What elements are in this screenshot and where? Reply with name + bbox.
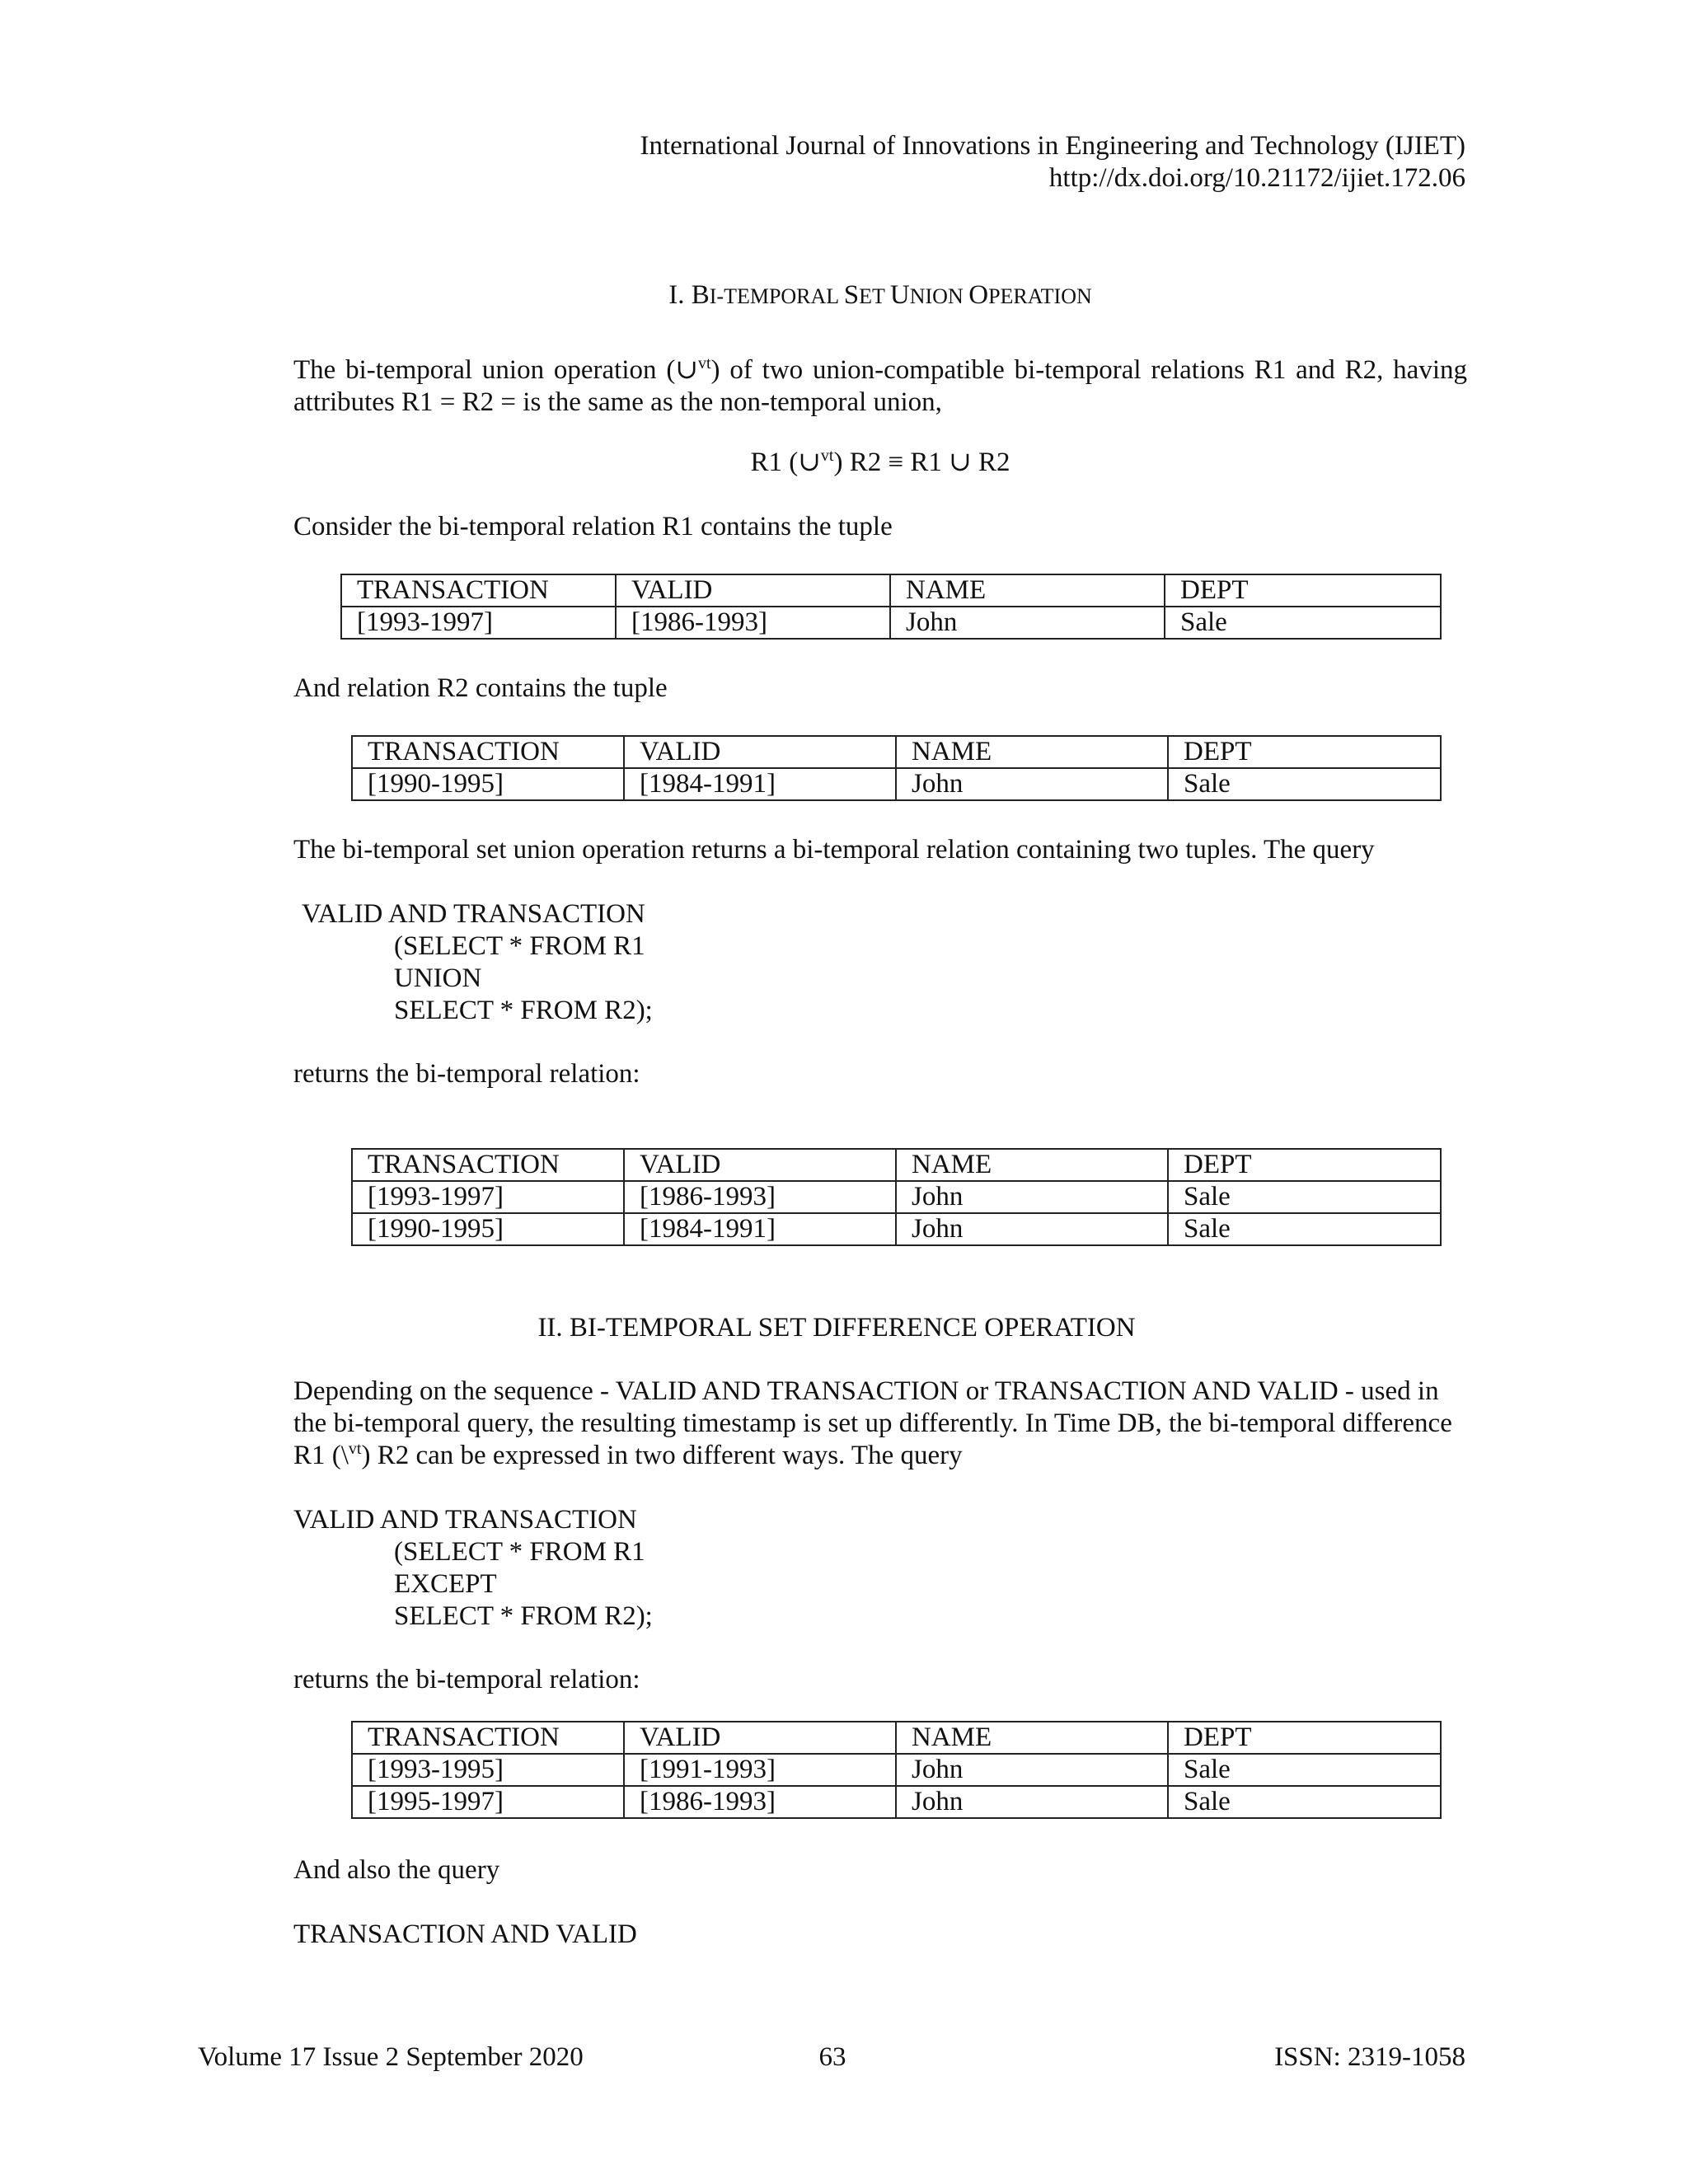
header-transaction: TRANSACTION (352, 1722, 624, 1754)
section-1-heading: I. BI-TEMPORAL SET UNION OPERATION (668, 280, 1092, 310)
page-number: 63 (818, 2042, 846, 2072)
header-name: NAME (896, 736, 1168, 768)
doi-link[interactable]: http://dx.doi.org/10.21172/ijiet.172.06 (1048, 163, 1465, 193)
header-transaction: TRANSACTION (341, 574, 616, 607)
table-difference-result (351, 1721, 1442, 1819)
union-query-line-4: SELECT * FROM R2); (394, 996, 653, 1025)
cell-name: John (896, 1786, 1168, 1818)
header-transaction: TRANSACTION (352, 1149, 624, 1181)
and-r2-text: And relation R2 contains the tuple (293, 673, 668, 703)
header-dept: DEPT (1165, 574, 1441, 607)
cell-transaction: [1990-1995] (352, 1213, 624, 1245)
section-2-heading: II. BI-TEMPORAL SET DIFFERENCE OPERATION (537, 1313, 1136, 1343)
header-valid: VALID (624, 736, 896, 768)
table-r1 (340, 574, 1442, 640)
union-query-line-3: UNION (394, 963, 482, 993)
difference-query-line-2: (SELECT * FROM R1 (394, 1537, 645, 1567)
header-dept: DEPT (1168, 1149, 1441, 1181)
footer-volume: Volume 17 Issue 2 September 2020 (198, 2042, 584, 2072)
table-r2 (351, 735, 1442, 801)
footer-issn: ISSN: 2319-1058 (1274, 2042, 1465, 2072)
header-name: NAME (896, 1722, 1168, 1754)
difference-query-line-3: EXCEPT (394, 1569, 497, 1599)
cell-dept: Sale (1168, 1213, 1441, 1245)
union-intro-paragraph: The bi-temporal union operation (∪$^{vt}$) of two union-compatible bi-temporal relations R1 and R2, having attributes R1 = R2 = is the same as the non-temporal union, (293, 354, 1467, 417)
returns-text: returns the bi-temporal relation: (293, 1059, 640, 1089)
cell-name: John (896, 1181, 1168, 1213)
cell-transaction: [1995-1997] (352, 1786, 624, 1818)
cell-dept: Sale (1168, 1181, 1441, 1213)
consider-r1-text: Consider the bi-temporal relation R1 contains the tuple (293, 512, 893, 541)
cell-dept: Sale (1168, 1754, 1441, 1786)
table-union-result (351, 1148, 1442, 1246)
cell-dept: Sale (1168, 768, 1441, 800)
header-dept: DEPT (1168, 1722, 1441, 1754)
cell-transaction: [1993-1997] (352, 1181, 624, 1213)
table-row (352, 768, 1441, 800)
header-valid: VALID (616, 574, 890, 607)
union-query-line-1: VALID AND TRANSACTION (302, 899, 645, 929)
cell-valid: [1991-1993] (624, 1754, 896, 1786)
header-transaction: TRANSACTION (352, 736, 624, 768)
cell-dept: Sale (1168, 1786, 1441, 1818)
second-query-line-1: TRANSACTION AND VALID (293, 1919, 637, 1949)
difference-intro-paragraph: Depending on the sequence - VALID AND TRANSACTION or TRANSACTION AND VALID - used in the bi-temporal query, the resulting timestamp is set up differently. In Time DB, the bi-temporal difference R1 (\$^{vt}$) R2 can be expressed in two different ways. The query (293, 1376, 1452, 1470)
cell-valid: [1984-1991] (624, 1213, 896, 1245)
table-header-row (352, 736, 1441, 768)
cell-name: John (890, 607, 1165, 639)
cell-valid: [1984-1991] (624, 768, 896, 800)
table-row (352, 1181, 1441, 1213)
union-query-line-2: (SELECT * FROM R1 (394, 931, 645, 961)
returns-text-2: returns the bi-temporal relation: (293, 1665, 640, 1694)
cell-valid: [1986-1993] (624, 1786, 896, 1818)
table-row (352, 1786, 1441, 1818)
table-row (352, 1213, 1441, 1245)
cell-valid: [1986-1993] (616, 607, 890, 639)
cell-transaction: [1990-1995] (352, 768, 624, 800)
header-name: NAME (890, 574, 1165, 607)
header-valid: VALID (624, 1722, 896, 1754)
cell-name: John (896, 768, 1168, 800)
table-header-row (352, 1722, 1441, 1754)
table-row (352, 1754, 1441, 1786)
union-returns-text: The bi-temporal set union operation returns a bi-temporal relation containing two tuples. The query (293, 835, 1375, 865)
cell-valid: [1986-1993] (624, 1181, 896, 1213)
difference-query-line-4: SELECT * FROM R2); (394, 1601, 653, 1631)
table-header-row (352, 1149, 1441, 1181)
cell-name: John (896, 1213, 1168, 1245)
table-header-row (341, 574, 1441, 607)
journal-title: International Journal of Innovations in Engineering and Technology (IJIET) (640, 131, 1465, 161)
cell-name: John (896, 1754, 1168, 1786)
header-dept: DEPT (1168, 736, 1441, 768)
difference-query-line-1: VALID AND TRANSACTION (293, 1505, 637, 1535)
cell-dept: Sale (1165, 607, 1441, 639)
table-row (341, 607, 1441, 639)
union-equation: R1 (∪$^{vt}$) R2 ≡ R1 ∪ R2 (750, 447, 1010, 477)
cell-transaction: [1993-1995] (352, 1754, 624, 1786)
also-query-text: And also the query (293, 1855, 500, 1885)
header-valid: VALID (624, 1149, 896, 1181)
cell-transaction: [1993-1997] (341, 607, 616, 639)
header-name: NAME (896, 1149, 1168, 1181)
